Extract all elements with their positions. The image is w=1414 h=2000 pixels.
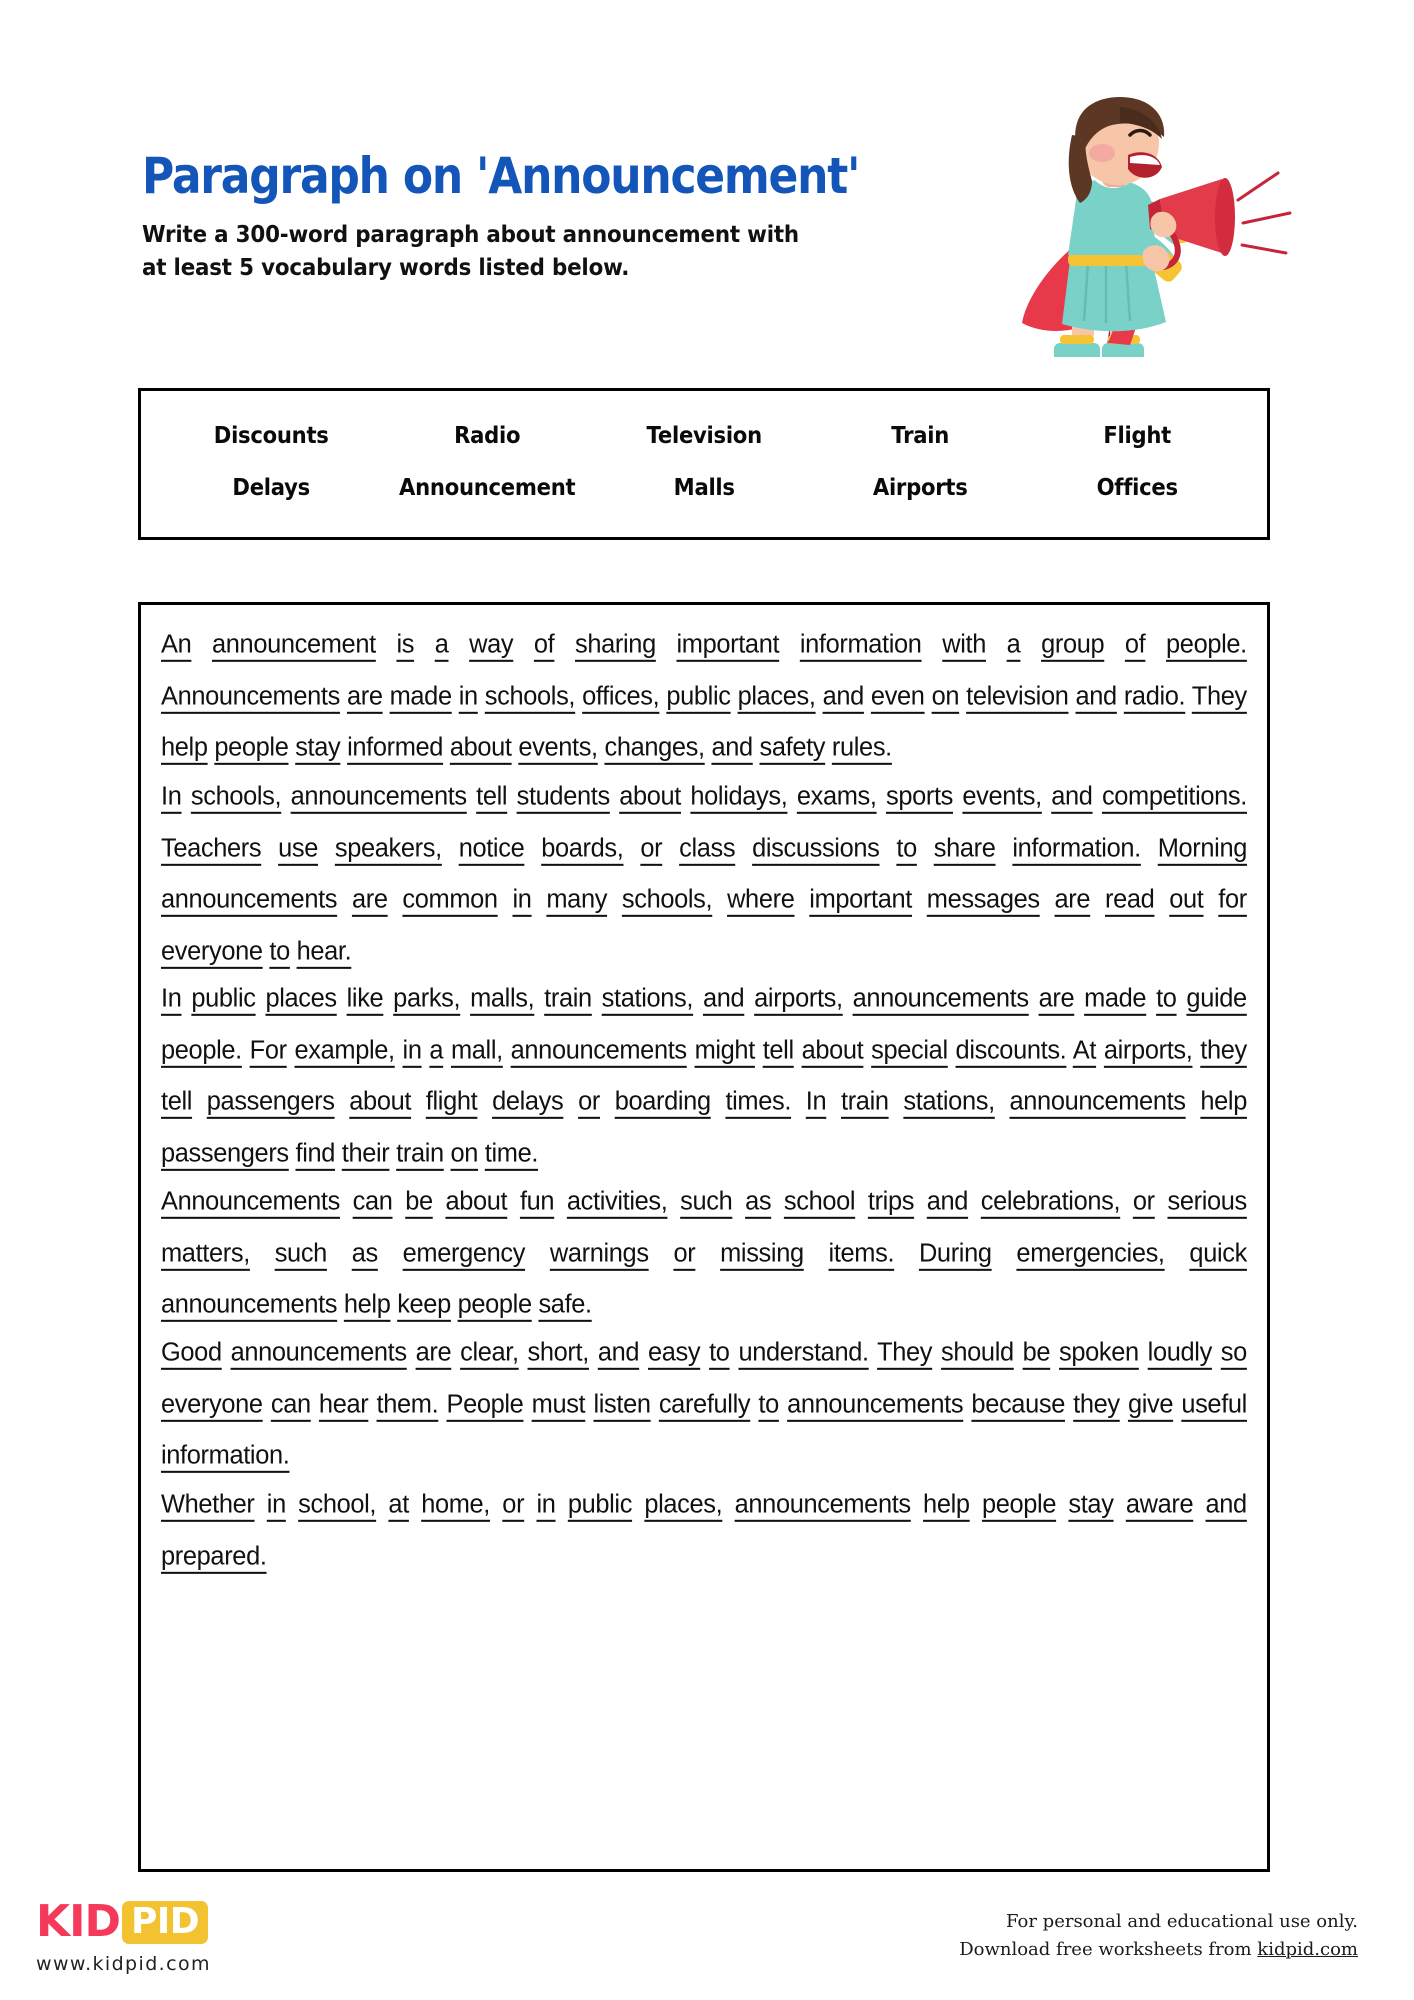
- answer-paragraph: Whether in school, at home, or in public places, announcements help people stay aware and prepared.: [161, 1490, 1247, 1571]
- answer-paragraph: In schools, announcements tell students about holidays, exams, sports events, and competitions. Teachers use speakers, notice boards, or class discussions to share information. Morning announcements are common in many schools, where important messages are read out for everyone to hear.: [161, 782, 1247, 966]
- footer-note-line-1: For personal and educational use only.: [1006, 1911, 1358, 1932]
- worksheet-header: [142, 147, 1042, 285]
- footer-note-prefix: Download free worksheets from: [959, 1938, 1258, 1960]
- vocab-word: Announcement: [399, 475, 576, 501]
- kidpid-link[interactable]: kidpid.com: [1257, 1938, 1358, 1960]
- logo-text-pid: PID: [122, 1901, 208, 1944]
- answer-paragraph: Good announcements are clear, short, and easy to understand. They should be spoken loudly so everyone can hear them. People must listen carefully to announcements because they give useful information.: [161, 1338, 1247, 1471]
- girl-with-megaphone-icon: [1010, 95, 1340, 370]
- vocab-word: Radio: [454, 423, 521, 449]
- vocab-word: Discounts: [213, 423, 329, 449]
- vocab-word: Train: [891, 423, 950, 449]
- instruction-text: [142, 219, 923, 286]
- vocab-word: Malls: [673, 475, 735, 501]
- vocabulary-row: [163, 423, 1245, 449]
- logo-mark: [36, 1898, 336, 1946]
- vocabulary-row: [163, 475, 1245, 501]
- footer-note-line-2: [959, 1936, 1358, 1964]
- vocab-word: Offices: [1096, 475, 1178, 501]
- kidpid-logo[interactable]: [36, 1898, 336, 1975]
- answer-paragraph: Announcements can be about fun activities, such as school trips and celebrations, or serious matters, such as emergency warnings or missing items. During emergencies, quick announcements help keep people safe.: [161, 1186, 1247, 1319]
- answer-text-box[interactable]: [138, 602, 1270, 1872]
- page-title: Paragraph on 'Announcement': [142, 147, 860, 205]
- instruction-line-2: at least 5 vocabulary words listed below.: [142, 254, 630, 281]
- vocab-word: Airports: [873, 475, 968, 501]
- answer-paragraph: In public places like parks, malls, train stations, and airports, announcements are made to guide people. For example, in a mall, announcements might tell about special discounts. At airports, they tell passengers about flight delays or boarding times. In train stations, announcements help passengers find their train on time.: [161, 984, 1247, 1168]
- logo-website-url: www.kidpid.com: [36, 1953, 211, 1975]
- answer-paragraph: An announcement is a way of sharing important information with a group of people. Announcements are made in schools, offices, public places, and even on television and radio. They help people stay informed about events, changes, and safety rules.: [161, 630, 1247, 762]
- vocab-word: Delays: [232, 475, 310, 501]
- vocabulary-word-bank: [138, 388, 1270, 540]
- footer-usage-note: [959, 1908, 1358, 1964]
- vocab-word: Television: [646, 423, 762, 449]
- vocab-word: Flight: [1103, 423, 1171, 449]
- instruction-line-1: Write a 300-word paragraph about announcement with: [142, 221, 799, 248]
- logo-text-kid: KID: [36, 1896, 120, 1947]
